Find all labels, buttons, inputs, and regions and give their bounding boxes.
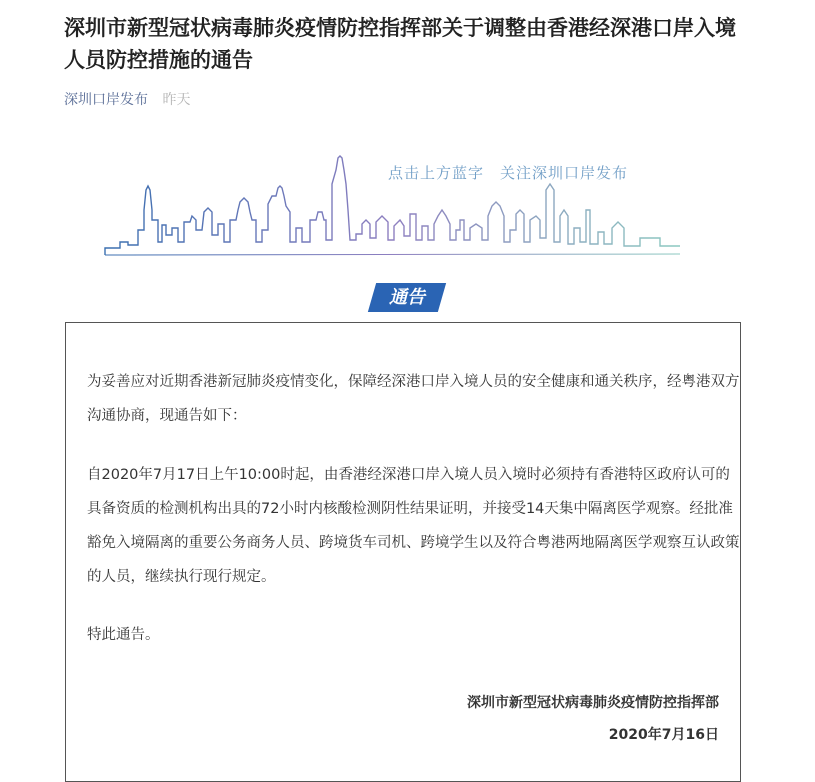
notice-paragraph-measures: 自2020年7月17日上午10:00时起，由香港经深港口岸入境人员入境时必须持有香港特区政府认可的具备资质的检测机构出具的72小时内核酸检测阴性结果证明，并接受14天集中隔离医学观察。经批准豁免入境隔离的重要公务商务人员、跨境货车司机、跨境学生以及符合粤港两地隔离医学观察互认政策的人员，继续执行现行规定。 xyxy=(87,467,740,585)
article-title: 深圳市新型冠状病毒肺炎疫情防控指挥部关于调整由香港经深港口岸入境人员防控措施的通告 xyxy=(64,16,736,72)
signature-date: 2020年7月16日 xyxy=(608,727,719,743)
notice-badge-label: 通告 xyxy=(389,287,425,308)
follow-slogan: 点击上方蓝字 关注深圳口岸发布 xyxy=(388,164,629,182)
notice-paragraph-closing: 特此通告。 xyxy=(87,627,160,643)
publish-date: 昨天 xyxy=(162,92,191,108)
article-meta xyxy=(64,89,190,109)
skyline-baseline xyxy=(105,254,680,255)
notice-paragraph-intro: 为妥善应对近期香港新冠肺炎疫情变化，保障经深港口岸入境人员的安全健康和通关秩序，经粤港双方沟通协商，现通告如下： xyxy=(87,374,740,424)
account-name-link[interactable]: 深圳口岸发布 xyxy=(64,92,148,108)
signature-organization: 深圳市新型冠状病毒肺炎疫情防控指挥部 xyxy=(467,695,719,711)
